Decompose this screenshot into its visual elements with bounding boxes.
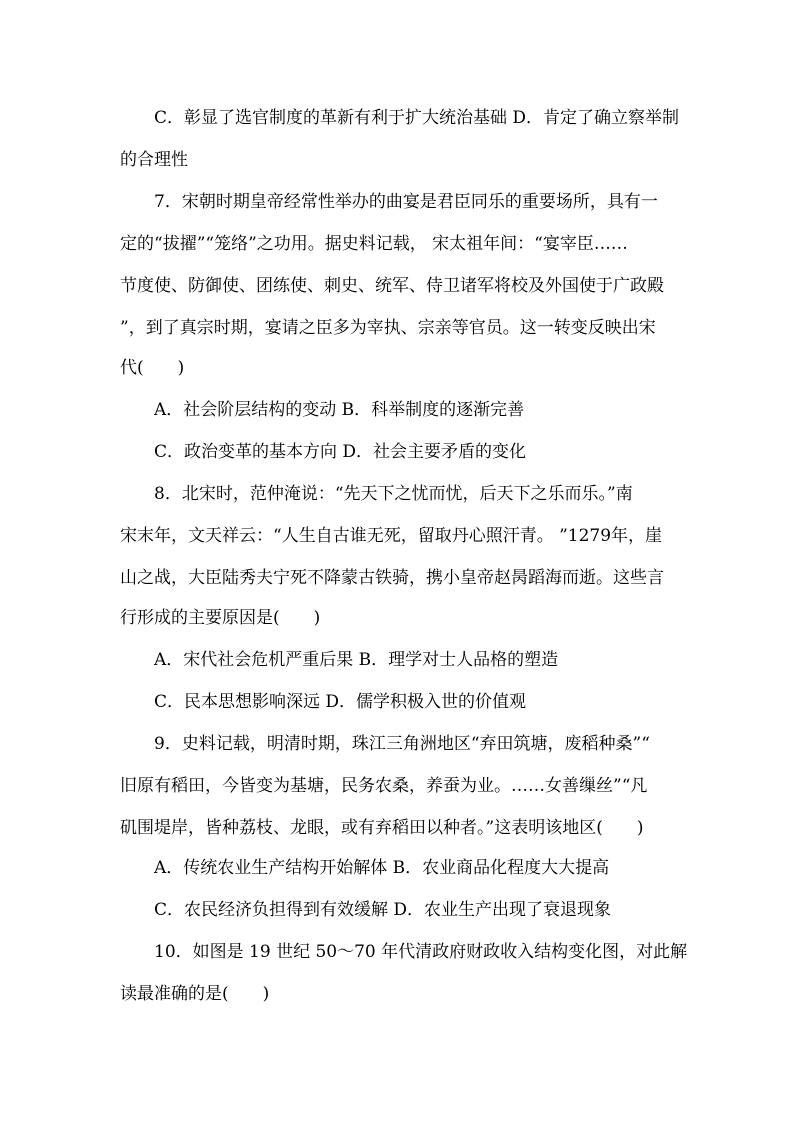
question-8-line-1: 8．北宋时，范仲淹说：“先天下之忧而忧，后天下之乐而乐。”南 xyxy=(154,484,633,504)
question-9-options-cd: C．农民经济负担得到有效缓解 D．农业生产出现了衰退现象 xyxy=(154,900,612,920)
question-8-line-4: 行形成的主要原因是( ) xyxy=(120,608,321,628)
question-7-options-ab: A．社会阶层结构的变动 B．科举制度的逐渐完善 xyxy=(154,400,525,420)
question-8-options-ab: A．宋代社会危机严重后果 B．理学对士人品格的塑造 xyxy=(154,650,559,670)
question-9-line-1: 9．史料记载，明清时期，珠江三角洲地区“弃田筑塘，废稻种桑”“ xyxy=(154,734,650,754)
question-8-line-3: 山之战，大臣陆秀夫宁死不降蒙古铁骑，携小皇帝赵昺蹈海而逝。这些言 xyxy=(120,568,664,588)
question-7-line-4: ”，到了真宗时期，宴请之臣多为宰执、宗亲等官员。这一转变反映出宋 xyxy=(120,318,656,338)
question-10-line-2: 读最准确的是( ) xyxy=(120,984,270,1004)
question-7-line-1: 7．宋朝时期皇帝经常性举办的曲宴是君臣同乐的重要场所，具有一 xyxy=(154,192,658,212)
question-7-line-2: 定的“拔擢”“笼络”之功用。据史料记载， 宋太祖年间：“宴宰臣…… xyxy=(120,234,628,254)
text-line-continuation: 的合理性 xyxy=(120,150,188,170)
question-10-line-1: 10．如图是 19 世纪 50～70 年代清政府财政收入结构变化图，对此解 xyxy=(154,942,688,962)
question-7-options-cd: C．政治变革的基本方向 D．社会主要矛盾的变化 xyxy=(154,442,527,462)
question-9-options-ab: A．传统农业生产结构开始解体 B．农业商品化程度大大提高 xyxy=(154,858,610,878)
question-9-line-3: 矶围堤岸，皆种荔枝、龙眼，或有弃稻田以种者。”这表明该地区( ) xyxy=(120,818,644,838)
question-8-options-cd: C．民本思想影响深远 D．儒学积极入世的价值观 xyxy=(154,692,527,712)
question-7-line-5: 代( ) xyxy=(120,358,185,378)
question-7-line-3: 节度使、防御使、团练使、刺史、统军、侍卫诸军将校及外国使于广政殿 xyxy=(120,276,664,296)
question-9-line-2: 旧原有稻田，今皆变为基塘，民务农桑，养蚕为业。……女善缫丝”“凡 xyxy=(120,776,648,796)
question-8-line-2: 宋末年，文天祥云：“人生自古谁无死，留取丹心照汗青。 ”1279年，崖 xyxy=(120,526,663,546)
option-line-6c-6d: C．彰显了选官制度的革新有利于扩大统治基础 D．肯定了确立察举制 xyxy=(154,108,680,128)
